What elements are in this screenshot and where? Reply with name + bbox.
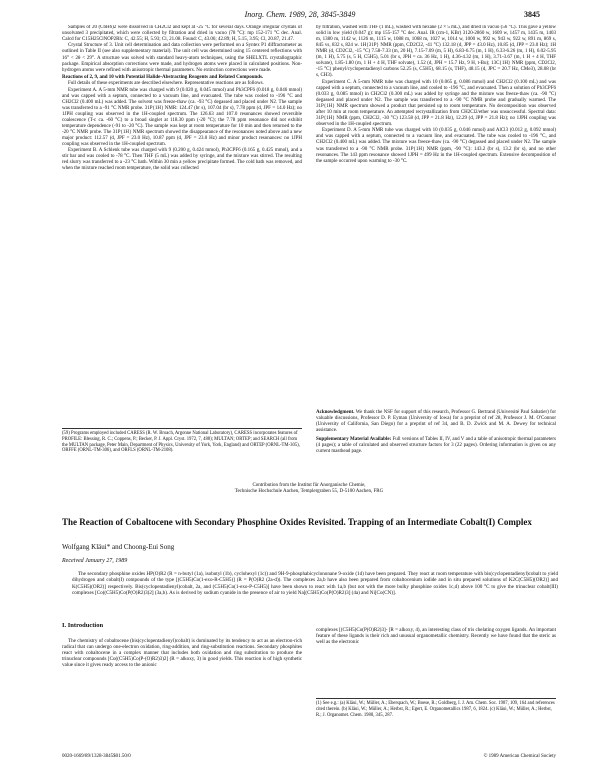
contribution-affiliation [62, 483, 556, 496]
introduction-right [316, 627, 556, 667]
right-column-paragraph: by filtration, washed with THF (1 mL), washed with hexane (2 × 5 mL), and dried in vacuo (56 °C). This gave a yellow solid in low yield (0.047 g): mp 155-157 °C dec. Anal. IR (cm-1, KBr) 3120-2860 w, 1609 w, 1457 m, 1435 m, 1403 m, 1380 m, 1142 w, 1126 m, 1115 w, 1088 m, 1068 m, 1027 w, 1014 w, 1000 w, 992 w, 943 w, 922 w, 891 m, 869 s, 845 vs, 832 s, 824 w. 1H{31P} NMR (ppm, CD2Cl2, -41 °C) 132.18 (d, JPP = 43.0 Hz), 10.85 (d, JPP = 23.0 Hz); 1H NMR (d, CD2Cl2, -15 °C) 7.58-7.33 (m, 20 H), 7.15-7.09 (m, 5 H), 6.83-6.75 (m, 1 H), 6.33-6.26 (m, 1 H), 6.02-5.95 (m, 1 H), 5.75 (s, 5 H, C5H5), 5.01 (br s, JPH = ca. 36 Hz, 1 H), 4.36-4.32 (m, 1 H), 3.71-3.67 (m, 1 H + 4 H, THF solvate), 1.85-1.80 (m, 1 H + 4 H, THF solvate), 1.52 (d, JPH = 15.7 Hz, 9 H, t-Bu); 13C{1H} NMR (ppm, CD2Cl2, -15 °C) phenyl/cyclopentadienyl carbons 52.25 (s, C5H5), 68.15 (s, THF), 48.15 (d, JPC = 20.7 Hz, CMe3), 28.08 (br s, CH3). [316, 25, 556, 79]
left-column-paragraph: Experiment B. A Schlenk tube was charged with 9 (0.200 g, 0.424 mmol), Ph3CPF6 (0.165 g, 0.425 mmol), and a stir bar and was cooled to -78 °C. Then THF (5 mL) was added by syringe, and the mixture was stirred. The resulting red slurry was transferred to a -23 °C bath. Within 30 min a yellow precipitate formed. The cold bath was removed, and when the mixture reached room temperature, the solid was collected [62, 148, 302, 172]
abstract-text: The secondary phosphine oxides HP(O)R2 (R = n-butyl (1a), isobutyl (1b), cyclohexyl (1c)) and 9H-9-phosphabicyclononane 9-oxide (1d) have been prepared. They react at room temperature with bis(cyclopentadienyl)cobalt to yield dihydrogen and cobalt(I) compounds of the type [(C5H5)Co(1-exo-R-C5H5)] (R = P(O)R2 (2a-d)). The complexes 2a,b have also been prepared from cobaltocenium iodide and in situ prepared solutions of K2C(C5H5)(OR2)] and K(C5H5)(OR2)] respectively. Bis(cyclopentadienyl)cobalt, 2a, and (C5H5)Co(1-exo-P-C5H5)] have been shown to react with 1a,b (but not with the more bulky phosphine oxides 1c,d) above 100 °C to give the trinuclear cobalt(III) complexes [Co((C5H5)Co(P(O)R2)3)2] (3a,b). As is derived by sodium cyanide in the presence of air to yield Na[(C5H5)Co(P(O)R2)3] (4a) and Ni[Co(CN)]. [72, 571, 558, 596]
page-number: 3845 [524, 10, 540, 19]
article-title: The Reaction of Cobaltocene with Secondary Phosphine Oxides Revisited. Trapping of an Intermediate Cobalt(I) Complex [62, 517, 532, 527]
supplementary-text: Full versions of Tables II, IV, and V and a table of anisotropic thermal parameters (4 pages); a table of calculated and observed structure factors for 3 (22 pages). Ordering information is given on any current masthead page. [316, 437, 556, 455]
footnotes-right [316, 698, 556, 719]
copyright-notice: © 1989 American Chemical Society [483, 754, 556, 759]
contribution-line-1: Contribution from the Institut für Anorganische Chemie, [252, 483, 366, 488]
footnote: (1) See e.g.: (a) Kläui, W.; Müller, A.; Eberspach, W.; Boese, R.; Goldberg, I. J. Am. Chem. Soc. 1987, 109, 164 and references cited therein. (b) Kläui, W.; Müller, A.; Herbst, R.; Egert, E. Organometallics 1987, 6, 1824. (c) Kläui, W.; Müller, A.; Herbst, R.; J. Organomet. Chem. 1988, 345, 287. [316, 701, 555, 718]
left-column-paragraph: Full details of these experiments are described elsewhere. Representative reactions are as follows. [68, 81, 264, 87]
acknowledgment [316, 410, 556, 434]
supplementary-material [316, 437, 556, 455]
introduction-heading: I. Introduction [62, 622, 104, 629]
article-code: 0020-1669/89/1328-3845$01.50/0 [62, 754, 131, 759]
journal-citation: Inorg. Chem. 1989, 28, 3845-3849 [244, 10, 356, 19]
footnotes-left [62, 428, 302, 471]
left-column-experimental [62, 25, 302, 427]
right-column-paragraph: Experiment D. A 5-mm NMR tube was charged with 10 (0.035 g, 0.046 mmol) and AlCl3 (0.012 g, 0.092 mmol) and was capped with a septum, connected to a vacuum line, and evacuated. The tube was cooled to -196 °C, and CH2Cl2 (0.400 mL) was added. The mixture was freeze-thaw (ca. -90 °C) degassed and placed under N2. The sample was transferred to a -90 °C NMR probe. 31P{1H} NMR (ppm, -90 °C): 143.2 (br s), 13.2 (br s), and no other resonances. The 143 ppm resonance showed 1JPH = 499 Hz in the 1H-coupled spectrum. Extensive decomposition of the sample occurred upon warming to -30 °C. [316, 128, 556, 164]
introduction-right-text: complexes [(C5H5)Co(P(O)R2)3]- [R = alkoxy, 4), an interesting class of tris chelating oxygen ligands. An important feature of these ligands is their rich and unusual organometallic chemistry. Recently we have found that the steric as well as the electronic [316, 627, 556, 646]
acknowledgment-heading: Acknowledgment. [316, 410, 355, 415]
introduction-left [62, 638, 302, 733]
contribution-line-2: Technische Hochschule Aachen, Templergraben 55, D-5100 Aachen, FRG [234, 489, 384, 495]
left-column-paragraph: Crystal Structure of 3. Unit cell determination and data collection were performed on a Syntex P1 diffractometer as outlined in Table II (see also supplementary material). The unit cell was determined using 15 centered reflections with 16° < 2θ < 29°. A structure was solved with standard heavy-atom techniques, using the SHELXTL crystallographic package. Empirical absorption corrections were made, and hydrogen atoms were placed in calculated positions. Non-hydrogen atoms were refined with anisotropic thermal parameters. No extinction corrections were made. [62, 43, 302, 73]
left-column-paragraph: Experiment A. A 5-mm NMR tube was charged with 9 (0.020 g, 0.045 mmol) and Ph3CPF6 (0.018 g, 0.046 mmol) and was capped with a septum, connected to a vacuum line, and evacuated. The tube was cooled to -196 °C and CH2Cl2 (0.400 mL) was added. The solvent was freeze-thaw (ca. -93 °C) degassed and placed under N2. The sample was transferred to a -91 °C NMR probe. 31P{1H} NMR: 124.47 (br s), 107.04 (br s), 7.78 ppm (d, JPF = 14.0 Hz); no 1JPH coupling was observed in the 1H-coupled spectrum. The 126.63 and 107.0 resonances showed reversible coalescence (T-c ca. -60 °C) to a broad singlet at 118.30 ppm (-20 °C); the 7.78 ppm resonance did not exhibit temperature dependence (-91 to -20 °C). The sample was kept at room temperature for 10 min and then returned to the -20 °C NMR probe. The 31P{1H} NMR spectrum showed the disappearance of the resonances noted above and a new major product: 112.57 (d, JPF = 23.0 Hz), 10.87 ppm (d, JPF = 23.0 Hz) and minor product resonances: no 1JPH coupling was observed in the 1H-coupled spectrum. [62, 87, 302, 147]
right-column-paragraph: Experiment C. A 5-mm NMR tube was charged with 10 (0.065 g, 0.086 mmol) and CH2Cl2 (0.100 mL) and was capped with a septum, connected to a vacuum line, and cooled to -196 °C, and evacuated. Then a solution of Ph3CPF6 (0.033 g, 0.085 mmol) in CH2Cl2 (0.300 mL) was added by syringe and the mixture was freeze-thaw (ca. -90 °C) degassed and placed under N2. The sample was transferred to a -90 °C NMR probe and gradually warmed. The 31P{1H} NMR spectrum showed a product that persisted up to room temperature. No decomposition was observed after 10 min at room temperature. An attempted recrystallization from CH2Cl2/ether was unsuccessful. Spectral data: 31P{1H} NMR (ppm, CH2Cl2, -30 °C) 123.58 (d, JPP = 21.8 Hz), 12.29 (d, JPP = 21.8 Hz); no 1JPH coupling was observed in the 1H-coupled spectrum. [316, 79, 556, 128]
right-column-experimental [316, 25, 556, 427]
page-footer [62, 754, 556, 762]
received-date: Received January 27, 1989 [62, 558, 128, 564]
acknowledgment-text: We thank the NSF for support of this research, Professor G. Bertrand (Université Paul Sabatier) for valuable discussions, Professor D. P. Eyman (University of Iowa) for a preprint of ref 28, Professor J. M. O'Connor (University of California, San Diego) for a preprint of ref 34, and B. D. Zwick and M. A. Dewey for technical assistance. [316, 410, 556, 434]
footnote: (59) Programs employed included CARESS (R. W. Broach, Argonne National Laboratory), CARESS incorporates features of PROFILE: Blessing, R. C.; Coppens, P.; Becker, P. J. Appl. Cryst. 1972, 7, 488); MULTAN; ORTEP; and SEARCH (all from the MULTAN package, Peter Main, Department of Physics, University of York, York, England) and ORTEP (ORNL-TM-305), ORFFE (ORNL-TM-306), and ORFLS (ORNL-TM-2108). [62, 431, 300, 454]
supplementary-heading: Supplementary Material Available: [316, 437, 392, 442]
article-abstract [72, 571, 558, 596]
article-authors: Wolfgang Kläui* and Choong-Eui Song [62, 543, 175, 551]
left-column-paragraph: Reactions of 2, 9, and 10 with Potential Halide-Abstracting Reagents and Related Compounds. [62, 74, 264, 80]
left-column-paragraph: Samples of 20 (C6H6)2 were dissolved in CH2Cl2 and kept at -25 °C for several days. Orange irregular crystals of unsolvated 3 precipitated, which were collected by filtration and dried in vacuo (78 °C): mp 152-171 °C dec. Anal. Calcd for C15H25ClNOP2Rh: C, 42.55; H, 5.93; Cl, 21.08. Found: C, 43.06; 42.89; H, 5.15, 3.95; Cl, 20.87, 21.47. [62, 25, 302, 43]
page-header [60, 10, 540, 22]
introduction-left-text: The chemistry of cobaltocene (bis(cyclopentadienyl)cobalt) is dominated by its tendency to act as an electron-rich radical that can undergo one-electron oxidation, ring-addition, and ring-substitution reactions. Secondary phosphites react with cobaltocene in a complex manner that includes both oxidation and ring substitution to produce the trinuclear compounds [Co((C5H5)Co(P-(O)R2)3)2] (R = alkoxy, 3) in good yields. This reaction is of high synthetic value since it gives ready access to the anionic [62, 638, 302, 669]
